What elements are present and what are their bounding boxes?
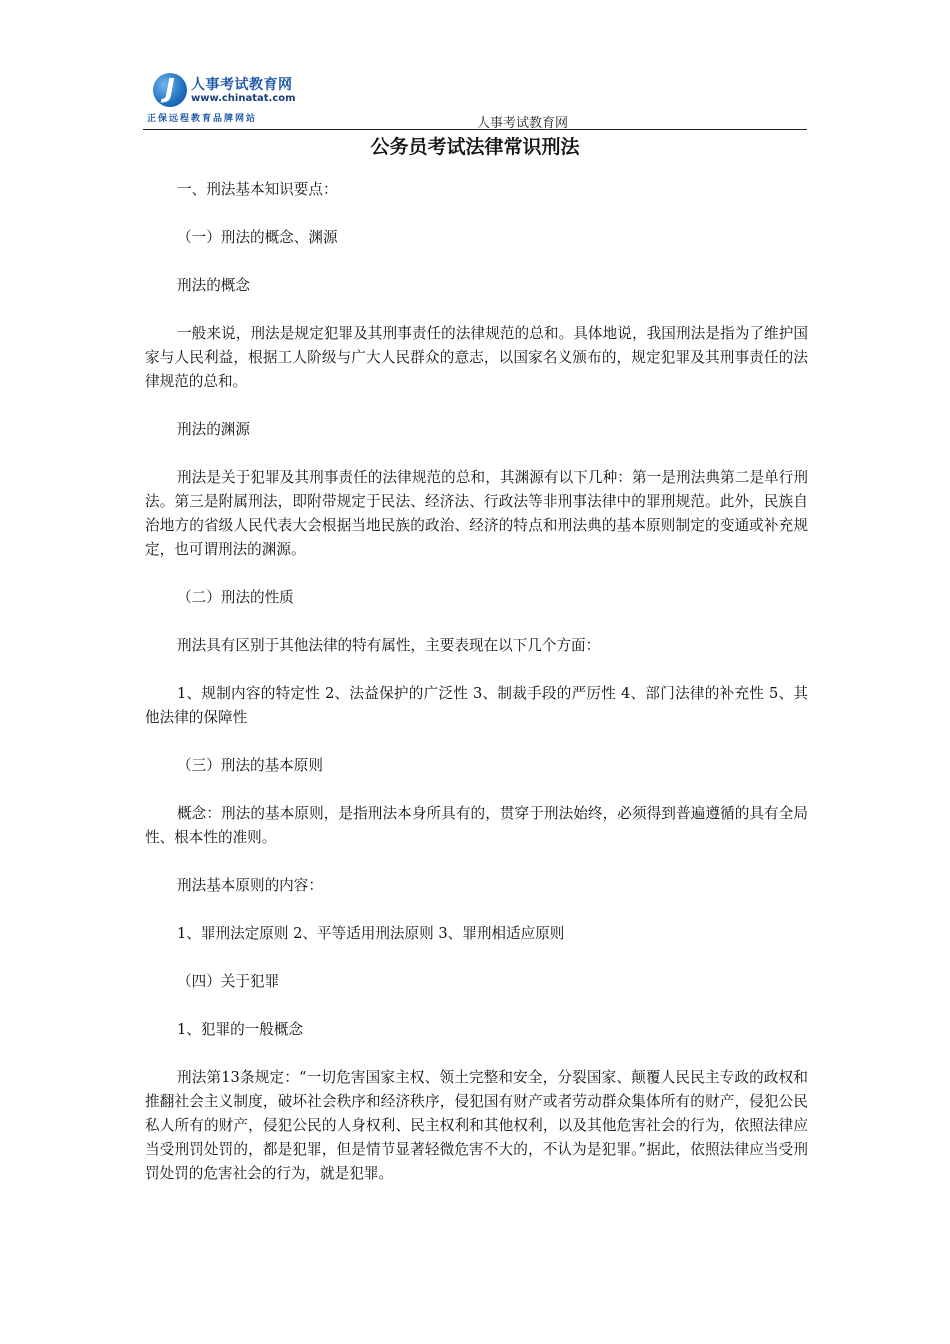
site-logo[interactable] xyxy=(143,66,303,126)
header-divider xyxy=(143,129,807,130)
body-paragraph: 1、规制内容的特定性 2、法益保护的广泛性 3、制裁手段的严厉性 4、部门法律的补充性 5、其他法律的保障性 xyxy=(145,685,808,726)
subsection-heading: （三）刑法的基本原则 xyxy=(177,757,323,774)
body-paragraph: 概念：刑法的基本原则，是指刑法本身所具有的，贯穿于刑法始终，必须得到普遍遵循的具有全局性、根本性的准则。 xyxy=(145,805,808,846)
topic-heading: 刑法基本原则的内容： xyxy=(177,877,323,894)
subsection-heading: （四）关于犯罪 xyxy=(177,973,280,990)
document-title: 公务员考试法律常识刑法 xyxy=(370,136,580,158)
logo-url: www.chinatat.com xyxy=(191,93,296,104)
page-header xyxy=(143,66,807,130)
logo-letter-icon: J xyxy=(165,74,175,104)
body-paragraph: 一般来说，刑法是规定犯罪及其刑事责任的法律规范的总和。具体地说，我国刑法是指为了维护国家与人民利益，根据工人阶级与广大人民群众的意志，以国家名义颁布的，规定犯罪及其刑事责任的法律规范的总和。 xyxy=(145,325,808,390)
logo-slogan: 正保远程教育品牌网站 xyxy=(147,114,258,124)
subsection-heading: （一）刑法的概念、渊源 xyxy=(177,229,338,246)
logo-title: 人事考试教育网 xyxy=(191,77,293,93)
document-body xyxy=(145,178,808,1210)
section-heading: 一、刑法基本知识要点： xyxy=(177,181,338,198)
body-paragraph: 刑法具有区别于其他法律的特有属性，主要表现在以下几个方面： xyxy=(177,637,601,654)
body-paragraph: 刑法第13条规定：“一切危害国家主权、领土完整和安全，分裂国家、颠覆人民民主专政的政权和推翻社会主义制度，破坏社会秩序和经济秩序，侵犯国有财产或者劳动群众集体所有的财产，侵犯公民私人所有的财产，侵犯公民的人身权利、民主权利和其他权利，以及其他危害社会的行为，依照法律应当受刑罚处罚的，都是犯罪，但是情节显著轻微危害不大的，不认为是犯罪。”据此，依照法律应当受刑罚处罚的危害社会的行为，就是犯罪。 xyxy=(145,1069,808,1182)
topic-heading: 1、犯罪的一般概念 xyxy=(177,1021,304,1038)
body-paragraph: 1、罪刑法定原则 2、平等适用刑法原则 3、罪刑相适应原则 xyxy=(177,925,565,942)
topic-heading: 刑法的概念 xyxy=(177,277,250,294)
header-site-name: 人事考试教育网 xyxy=(477,116,569,131)
body-paragraph: 刑法是关于犯罪及其刑事责任的法律规范的总和，其渊源有以下几种：第一是刑法典第二是单行刑法。第三是附属刑法，即附带规定于民法、经济法、行政法等非刑事法律中的罪刑规范。此外，民族自治地方的省级人民代表大会根据当地民族的政治、经济的特点和刑法典的基本原则制定的变通或补充规定，也可谓刑法的渊源。 xyxy=(145,469,808,558)
subsection-heading: （二）刑法的性质 xyxy=(177,589,294,606)
topic-heading: 刑法的渊源 xyxy=(177,421,250,438)
